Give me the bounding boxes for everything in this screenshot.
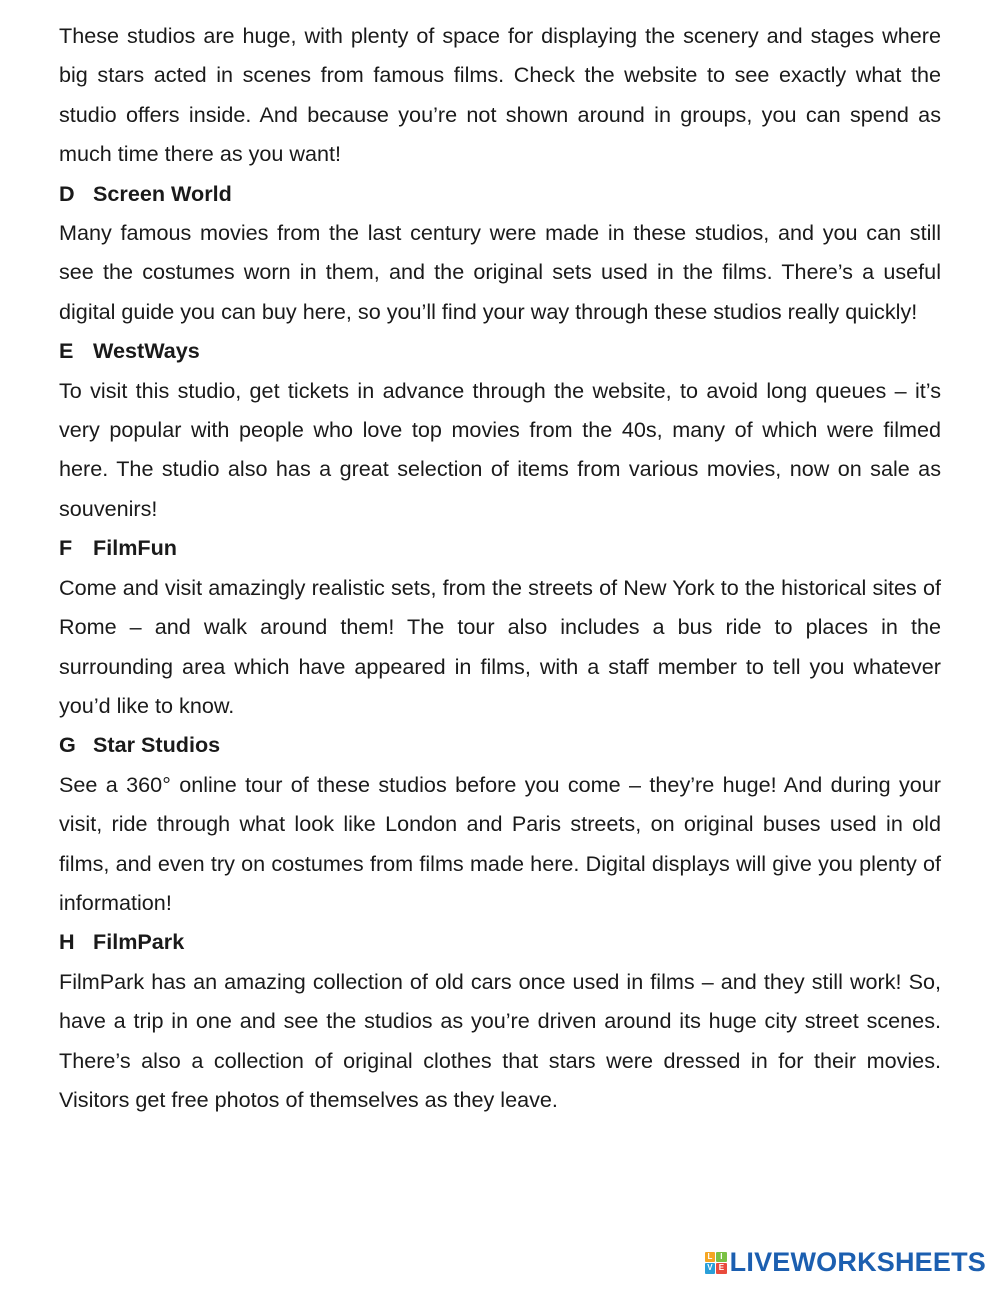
section-letter: D	[59, 180, 75, 206]
document-body	[59, 16, 941, 1119]
section-title: Star Studios	[93, 732, 221, 758]
section-title: FilmFun	[93, 535, 177, 561]
logo-tile: L	[705, 1252, 716, 1263]
section-text-f: Come and visit amazingly realistic sets, from the streets of New York to the historical sites of Rome – and walk around them! The tour also includes a bus ride to places in the surrounding area which have appeared in films, with a staff member to tell you whatever you’d like to know.	[59, 574, 941, 718]
intro-paragraph: These studios are huge, with plenty of space for displaying the scenery and stages where big stars acted in scenes from famous films. Check the website to see exactly what the studio offers inside. And because you’re not shown around in groups, you can spend as much time there as you want!	[59, 23, 941, 167]
liveworksheets-logo-icon	[705, 1252, 727, 1274]
section-text-e: To visit this studio, get tickets in advance through the website, to avoid long queues – it’s very popular with people who love top movies from the 40s, many of which were filmed here. The studio also has a great selection of items from various movies, now on sale as souvenirs!	[59, 377, 941, 521]
section-title: WestWays	[93, 338, 200, 364]
section-letter: F	[59, 535, 73, 561]
logo-tile: V	[705, 1263, 716, 1274]
section-title: Screen World	[93, 180, 232, 206]
section-text-h: FilmPark has an amazing collection of old cars once used in films – and they still work! So, have a trip in one and see the studios as you’re driven around its huge city street scenes. There’s also a collection of original clothes that stars were dressed in for their movies. Visitors get free photos of themselves as they leave.	[59, 968, 941, 1112]
section-heading-e	[59, 331, 941, 370]
section-letter: E	[59, 338, 74, 364]
section-heading-f	[59, 528, 941, 567]
section-text-g: See a 360° online tour of these studios before you come – they’re huge! And during your visit, ride through what look like London and Paris streets, on original buses used in old films, and even try on costumes from films made here. Digital displays will give you plenty of information!	[59, 771, 941, 915]
section-letter: H	[59, 929, 75, 955]
section-heading-d	[59, 174, 941, 213]
section-title: FilmPark	[93, 929, 185, 955]
section-letter: G	[59, 732, 76, 758]
section-text-d: Many famous movies from the last century were made in these studios, and you can still see the costumes worn in them, and the original sets used in the films. There’s a useful digital guide you can buy here, so you’ll find your way through these studios really quickly!	[59, 220, 941, 324]
liveworksheets-branding[interactable]	[705, 1247, 986, 1278]
logo-tile: E	[716, 1263, 727, 1274]
section-heading-h	[59, 922, 941, 961]
logo-tile: I	[716, 1252, 727, 1263]
section-heading-g	[59, 725, 941, 764]
liveworksheets-wordmark: LIVEWORKSHEETS	[729, 1247, 986, 1277]
